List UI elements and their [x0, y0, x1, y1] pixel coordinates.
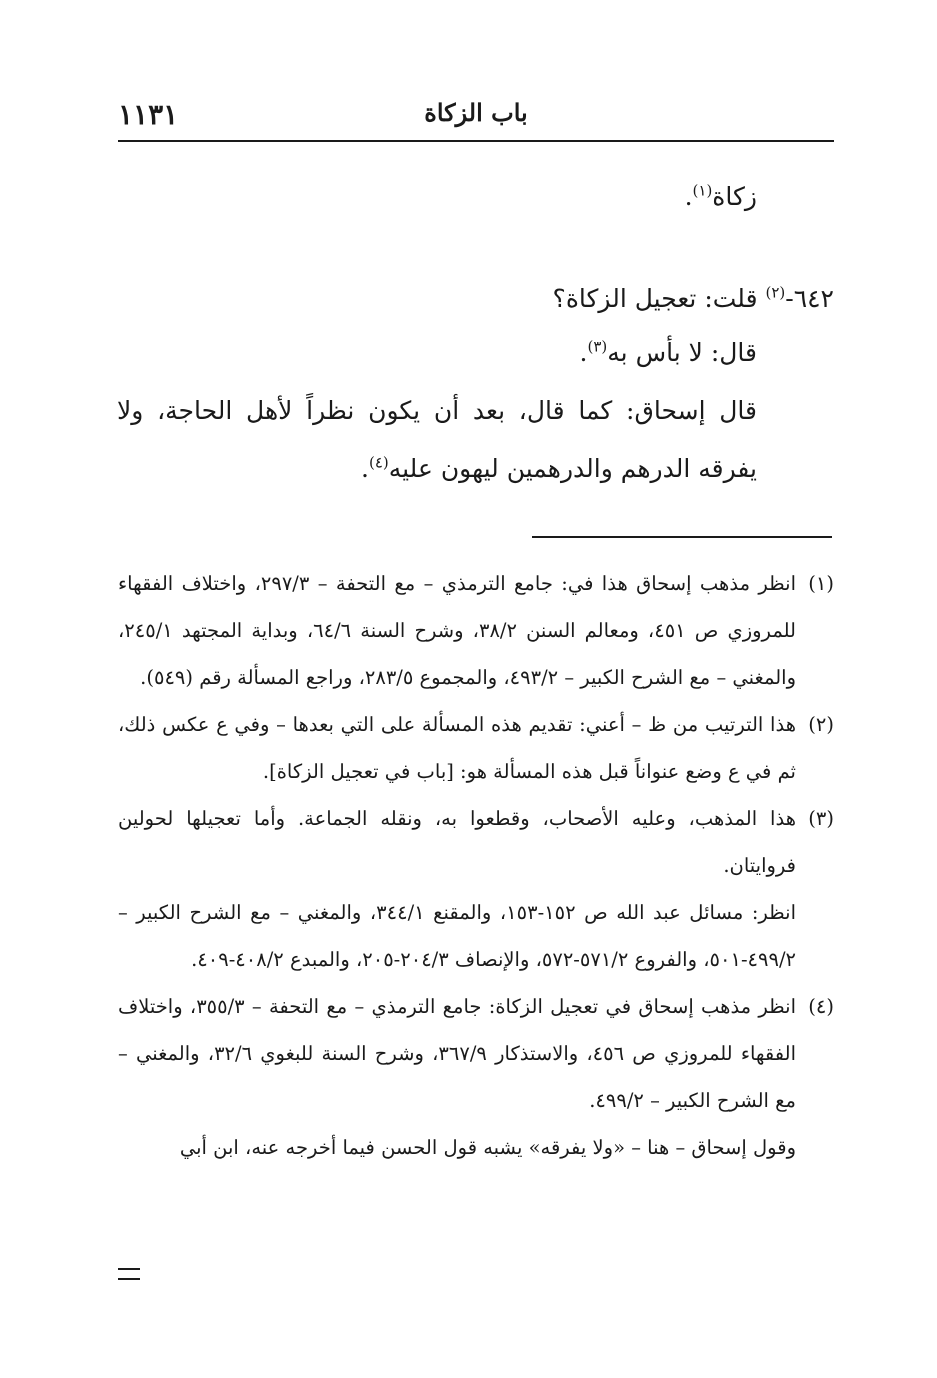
ishaq-comment-line-1: قال إسحاق: كما قال، بعد أن يكون نظراً لأهل الحاجة، ولا — [117, 396, 757, 425]
running-header — [118, 92, 834, 138]
footnote-2 — [118, 701, 834, 795]
body-line-zakat — [117, 182, 757, 211]
footnote-3-sources: انظر: مسائل عبد الله ص ١٥٢-١٥٣، والمقنع ٣٤٤/١، والمغني – مع الشرح الكبير – ٤٩٩/٢-٥٠١، والفروع ٥٧١/٢-٥٧٢، والإنصاف ٢٠٤/٣-٢٠٥، والمبدع ٤٠٨/٢-٤٠٩. — [118, 901, 796, 971]
footnote-3 — [118, 795, 834, 889]
footnote-ref-3[interactable]: (٣) — [587, 337, 608, 356]
chapter-title: باب الزكاة — [424, 98, 528, 127]
footnote-ref-4[interactable]: (٤) — [368, 453, 389, 472]
footnote-4-continued: وقول إسحاق – هنا – «ولا يفرقه» يشبه قول الحسن فيما أخرجه عنه، ابن أبي — [179, 1136, 796, 1159]
question-text: قلت: تعجيل الزكاة؟ — [552, 284, 766, 313]
footnote-4 — [118, 983, 834, 1124]
ishaq-comment-end: . — [361, 454, 369, 483]
page-number: ١١٣١ — [118, 98, 179, 131]
footnote-4-text: انظر مذهب إسحاق في تعجيل الزكاة: جامع الترمذي – مع التحفة – ٣٥٥/٣، واختلاف الفقهاء للمروزي ص ٤٥٦، والاستذكار ٣٦٧/٩، وشرح السنة للبغوي ٣٢/٦، والمغني – مع الشرح الكبير – ٤٩٩/٢. — [118, 995, 797, 1112]
footnotes — [118, 560, 834, 1171]
footnote-marker-2: (٢) — [808, 713, 834, 736]
question-line — [114, 284, 834, 313]
question-number: ٦٤٢- — [785, 284, 834, 313]
footnote-marker-3: (٣) — [808, 807, 834, 830]
footnote-ref-1[interactable]: (١) — [692, 181, 713, 200]
footnote-3-text: هذا المذهب، وعليه الأصحاب، وقطعوا به، ونقله الجماعة. وأما تعجيلها لحولين فروايتان. — [118, 807, 796, 877]
answer-text: قال: لا بأس به — [607, 338, 757, 367]
footnote-1-text: انظر مذهب إسحاق هذا في: جامع الترمذي – مع التحفة – ٢٩٧/٣، واختلاف الفقهاء للمروزي ص ٤٥١، ومعالم السنن ٣٨/٢، وشرح السنة ٦٤/٦، وبداية المجتهد ٢٤٥/١، والمغني – مع الشرح الكبير – ٤٩٣/٢، والمجموع ٢٨٣/٥، وراجع المسألة رقم (٥٤٩). — [118, 572, 796, 689]
footnote-2-text: هذا الترتيب من ظ – أعني: تقديم هذه المسألة على التي بعدها – وفي ع عكس ذلك، ثم في ع وضع عنواناً قبل هذه المسألة هو: [باب في تعجيل الزكاة]. — [118, 713, 796, 783]
continuation-mark-icon — [118, 1268, 140, 1280]
answer-line — [117, 338, 757, 367]
footnote-separator — [532, 536, 832, 538]
footnote-1 — [118, 560, 834, 701]
answer-end: . — [579, 338, 588, 367]
body-line-zakat-end: . — [684, 182, 693, 211]
footnote-marker-1: (١) — [808, 572, 834, 595]
ishaq-comment-line-2 — [117, 454, 757, 483]
header-rule — [118, 140, 834, 142]
footnote-ref-2[interactable]: (٢) — [765, 283, 786, 302]
footnote-marker-4: (٤) — [808, 995, 834, 1018]
ishaq-comment-text: يفرقه الدرهم والدرهمين ليهون عليه — [388, 454, 757, 483]
body-line-zakat-text: زكاة — [712, 182, 757, 211]
